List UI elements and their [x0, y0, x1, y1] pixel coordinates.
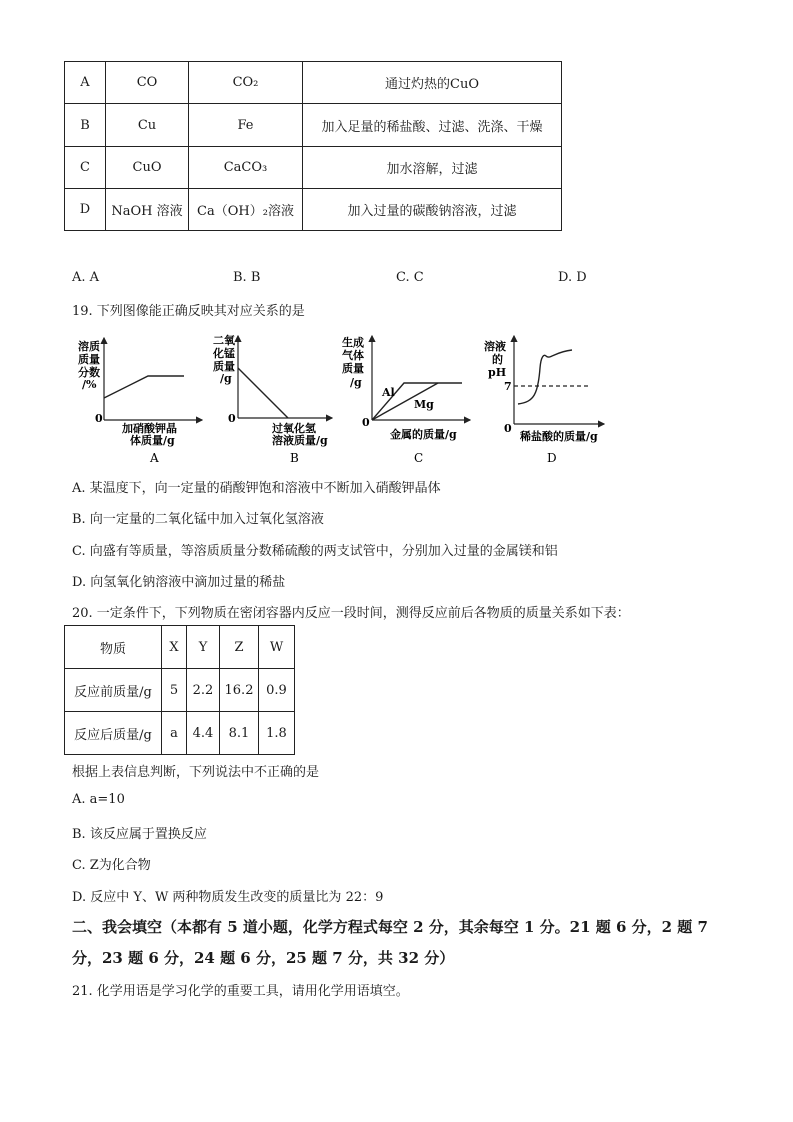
table-cell: Cu	[106, 104, 189, 147]
q19-option-d: D. 向氢氧化钠溶液中滴加过量的稀盐	[72, 575, 286, 590]
table-cell: 5	[162, 669, 187, 712]
table-row	[65, 712, 295, 755]
table-header-cell: X	[162, 626, 187, 669]
table-cell: CO₂	[189, 62, 303, 104]
graph-a-xlabel-2: 体质量/g	[130, 434, 175, 447]
table-cell: 8.1	[220, 712, 259, 755]
table-row	[65, 669, 295, 712]
graph-b-letter: B	[290, 451, 299, 465]
q19-stem: 19. 下列图像能正确反映其对应关系的是	[72, 304, 305, 319]
graph-c-ylabel-3: 质量	[342, 362, 364, 375]
table-cell: 加入过量的碳酸钠溶液，过滤	[303, 189, 562, 231]
table-cell: B	[65, 104, 106, 147]
q20-prompt: 根据上表信息判断，下列说法中不正确的是	[72, 765, 320, 780]
graph-b	[212, 333, 332, 465]
q19-option-c: C. 向盛有等质量，等溶质质量分数稀硫酸的两支试管中，分别加入过量的金属镁和铝	[72, 544, 558, 559]
table-cell: Ca（OH）₂溶液	[189, 189, 303, 231]
table-header-row	[65, 626, 295, 669]
table-cell: 0.9	[259, 669, 295, 712]
graph-c-series-al: Al	[382, 386, 395, 399]
table-cell: CuO	[106, 147, 189, 189]
table-cell: a	[162, 712, 187, 755]
q19-graphs	[60, 328, 620, 468]
section-2-heading-line2: 分，23 题 6 分，24 题 6 分，25 题 7 分，共 32 分）	[72, 949, 455, 967]
table-header-cell: 物质	[65, 626, 162, 669]
graph-a-ylabel-4: /%	[82, 378, 97, 391]
table-row	[65, 104, 562, 147]
table-header-cell: W	[259, 626, 295, 669]
table-cell: 通过灼热的CuO	[303, 62, 562, 104]
graph-d-letter: D	[547, 451, 557, 465]
q19-option-a: A. 某温度下，向一定量的硝酸钾饱和溶液中不断加入硝酸钾晶体	[72, 481, 441, 496]
graph-d-xlabel: 稀盐酸的质量/g	[520, 430, 598, 443]
section-2-heading-line1: 二、我会填空（本都有 5 道小题，化学方程式每空 2 分，其余每空 1 分。21 题 6 分，2 题 7	[72, 918, 708, 936]
graph-d-origin: 0	[504, 422, 512, 435]
graph-d-tick-7: 7	[504, 380, 512, 393]
graph-c-xlabel: 金属的质量/g	[390, 428, 457, 441]
table-cell: NaOH 溶液	[106, 189, 189, 231]
table-cell: 反应前质量/g	[65, 669, 162, 712]
graph-b-xlabel-2: 溶液质量/g	[272, 434, 328, 447]
table-cell: 4.4	[187, 712, 220, 755]
table-cell: 2.2	[187, 669, 220, 712]
table-cell: 加入足量的稀盐酸、过滤、洗涤、干燥	[303, 104, 562, 147]
graph-c-ylabel-1: 生成	[342, 336, 364, 349]
graph-d-curve	[518, 350, 572, 404]
table-cell: C	[65, 147, 106, 189]
graph-b-curve	[238, 368, 288, 418]
q18-option-b: B. B	[233, 270, 261, 285]
graph-d-ylabel-1: 溶液	[484, 340, 506, 353]
graph-a	[78, 338, 202, 465]
q20-option-a: A. a=10	[72, 792, 125, 807]
table-row	[65, 189, 562, 231]
table-cell: CaCO₃	[189, 147, 303, 189]
table-cell: CO	[106, 62, 189, 104]
graph-c-ylabel-4: /g	[350, 376, 362, 389]
q18-option-d: D. D	[558, 270, 587, 285]
q18-option-c: C. C	[396, 270, 424, 285]
graph-b-xlabel-1: 过氧化氢	[272, 422, 316, 435]
graph-c-series-mg: Mg	[414, 398, 434, 411]
graph-a-origin: 0	[95, 412, 103, 425]
q18-option-a: A. A	[72, 270, 100, 285]
table-cell: D	[65, 189, 106, 231]
table-row	[65, 62, 562, 104]
table-header-cell: Z	[220, 626, 259, 669]
q19-option-b: B. 向一定量的二氧化锰中加入过氧化氢溶液	[72, 512, 324, 527]
graph-a-ylabel-1: 溶质	[78, 340, 100, 353]
graph-b-ylabel-4: /g	[220, 372, 232, 385]
graph-d-ylabel-3: pH	[488, 366, 507, 379]
graph-c-origin: 0	[362, 416, 370, 429]
graph-a-letter: A	[150, 451, 159, 465]
q20-stem: 20. 一定条件下，下列物质在密闭容器内反应一段时间，测得反应前后各物质的质量关系如下表：	[72, 606, 630, 621]
graph-d-ylabel-2: 的	[492, 353, 503, 366]
table-cell: 加水溶解，过滤	[303, 147, 562, 189]
reagent-table	[64, 61, 562, 231]
graph-d	[484, 336, 604, 465]
table-cell: 1.8	[259, 712, 295, 755]
table-row	[65, 147, 562, 189]
q20-option-b: B. 该反应属于置换反应	[72, 827, 207, 842]
graph-c-letter: C	[414, 451, 424, 465]
graph-a-xlabel-1: 加硝酸钾晶	[122, 422, 177, 435]
table-cell: A	[65, 62, 106, 104]
graph-b-origin: 0	[228, 412, 236, 425]
graph-a-ylabel-3: 分数	[78, 366, 100, 379]
table-cell: 16.2	[220, 669, 259, 712]
q20-option-d: D. 反应中 Y、W 两种物质发生改变的质量比为 22：9	[72, 890, 384, 905]
table-cell: 反应后质量/g	[65, 712, 162, 755]
graph-c	[342, 335, 470, 465]
q20-option-c: C. Z为化合物	[72, 858, 151, 873]
graph-b-ylabel-2: 化锰	[213, 347, 235, 360]
mass-table	[64, 625, 295, 755]
graph-a-curve	[104, 376, 184, 398]
table-cell: Fe	[189, 104, 303, 147]
graph-c-ylabel-2: 气体	[342, 349, 364, 362]
graph-a-ylabel-2: 质量	[78, 353, 100, 366]
graph-b-ylabel-3: 质量	[213, 360, 235, 373]
table-header-cell: Y	[187, 626, 220, 669]
q21-stem: 21. 化学用语是学习化学的重要工具，请用化学用语填空。	[72, 984, 409, 999]
graph-b-ylabel-1: 二氧	[213, 334, 235, 347]
